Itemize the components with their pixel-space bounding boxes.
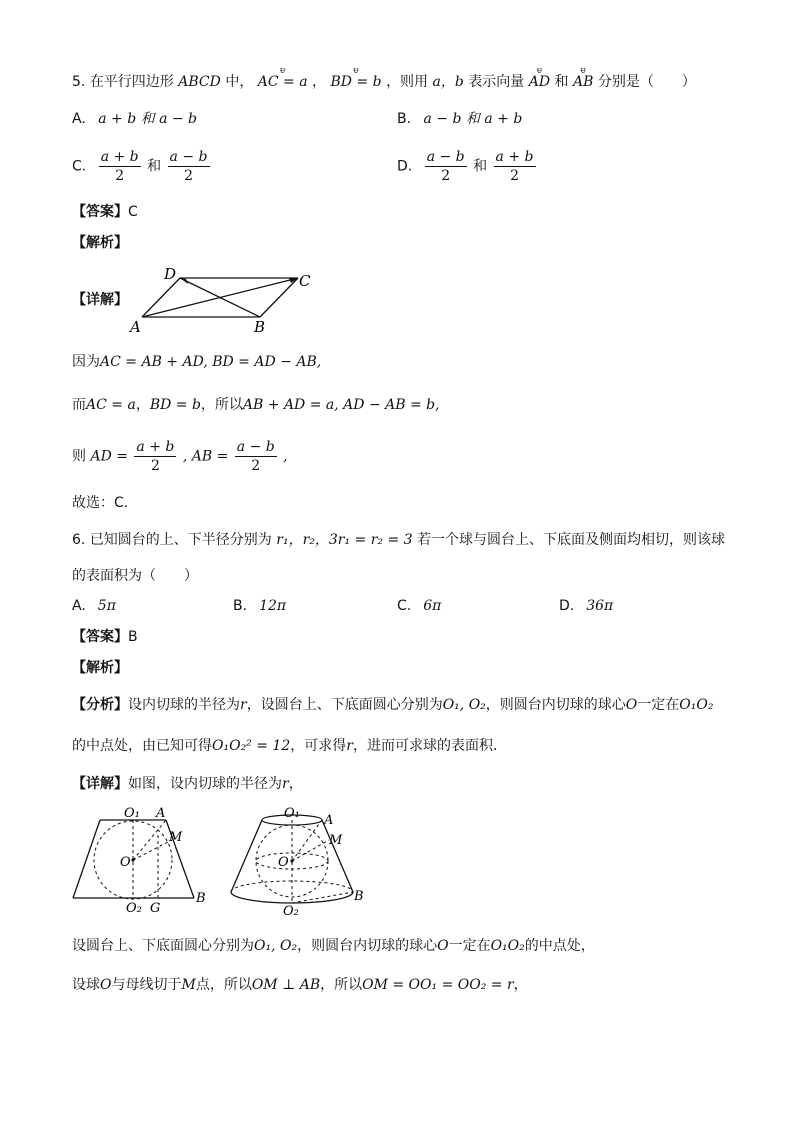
trapezoid-section-figure — [70, 804, 220, 916]
q5-stem: 5. 在平行四边形 ABCD 中， ᵾ AC = a ， ᵾ BD = b ，则用 a，b 表示向量 ᵾ AD 和 ᵾ AB 分别是（ ） — [72, 72, 696, 92]
q6-detail-text1: 设圆台上、下底面圆心分别为O₁, O₂，则圆台内切球的球心O一定在O₁O₂的中点处， — [72, 938, 595, 954]
fig1-label-a: A — [156, 806, 166, 821]
parallelogram-figure — [128, 262, 318, 338]
q5-option-c: C. $\frac{a + b}{2}$ 和 $\frac{a - b}{2}$ — [72, 149, 208, 184]
vertex-label-d: D — [164, 265, 177, 283]
fig2-label-o2: O₂ — [283, 904, 299, 916]
q6-answer: 【答案】B — [72, 629, 138, 645]
fig1-label-o: O — [120, 855, 131, 870]
q6-option-a: A. 5π — [72, 598, 116, 614]
q5-option-b: B. a − b 和 a + b — [397, 111, 523, 127]
fig1-label-g: G — [150, 901, 161, 916]
q6-option-d: D. 36π — [559, 598, 614, 614]
q6-detail-text2: 设球O与母线切于M点，所以OM ⊥ AB，所以OM = OO₁ = OO₂ = r， — [72, 977, 528, 993]
q5-detail-line2: 而AC = a，BD = b，所以AB + AD = a, AD − AB = b, — [72, 397, 440, 413]
fig1-label-b: B — [196, 891, 206, 906]
q6-option-c: C. 6π — [397, 598, 442, 614]
vector-ac: ᵾ AC = a — [258, 72, 308, 92]
fig1-label-o1: O₁ — [124, 806, 140, 821]
q5-detail-line1: 因为AC = AB + AD, BD = AD − AB, — [72, 354, 322, 370]
vertex-label-b: B — [254, 318, 266, 336]
fig2-label-m: M — [329, 833, 343, 848]
q6-analysis-line1: 【分析】设内切球的半径为r，设圆台上、下底面圆心分别为O₁, O₂，则圆台内切球的球心O一定在O₁O₂ — [72, 697, 714, 713]
fig1-label-m: M — [169, 830, 183, 845]
vector-ab: ᵾ AB — [573, 72, 593, 92]
q6-analysis-tag: 【解析】 — [72, 660, 128, 676]
q5-detail-line3: 则 AD = $\frac{a + b}{2}$ , AB = $\frac{a - b}{2}$ , — [72, 439, 288, 474]
q5-option-a: A. a + b 和 a − b — [72, 111, 198, 127]
frustum-3d-figure — [228, 804, 378, 916]
vertex-label-a: A — [130, 318, 141, 336]
q6-stem-line2: 的表面积为（ ） — [72, 568, 198, 584]
q5-conclusion: 故选：C. — [72, 495, 129, 511]
q5-option-d: D. $\frac{a - b}{2}$ 和 $\frac{a + b}{2}$ — [397, 149, 534, 184]
fig2-label-o1: O₁ — [284, 806, 300, 821]
q5-detail-tag: 【详解】 — [72, 292, 128, 308]
q5-analysis-tag: 【解析】 — [72, 235, 128, 251]
fig1-label-o2: O₂ — [126, 901, 142, 916]
fig2-label-o: O — [278, 855, 289, 870]
fig2-label-a: A — [324, 813, 334, 828]
q5-answer: 【答案】C — [72, 204, 138, 220]
q6-stem-line1: 6. 已知圆台的上、下半径分别为 r₁，r₂，3r₁ = r₂ = 3 若一个球与圆台上、下底面及侧面均相切，则该球 — [72, 532, 726, 548]
q6-analysis-line2: 的中点处，由已知可得O₁O₂² = 12，可求得r，进而可求球的表面积. — [72, 738, 498, 754]
q6-option-b: B. 12π — [233, 598, 287, 614]
q6-detail-line: 【详解】如图，设内切球的半径为r， — [72, 776, 303, 792]
vector-ad: ᵾ AD — [529, 72, 550, 92]
vector-bd: ᵾ BD = b — [331, 72, 382, 92]
fig2-label-b: B — [354, 889, 364, 904]
vertex-label-c: C — [299, 272, 311, 290]
